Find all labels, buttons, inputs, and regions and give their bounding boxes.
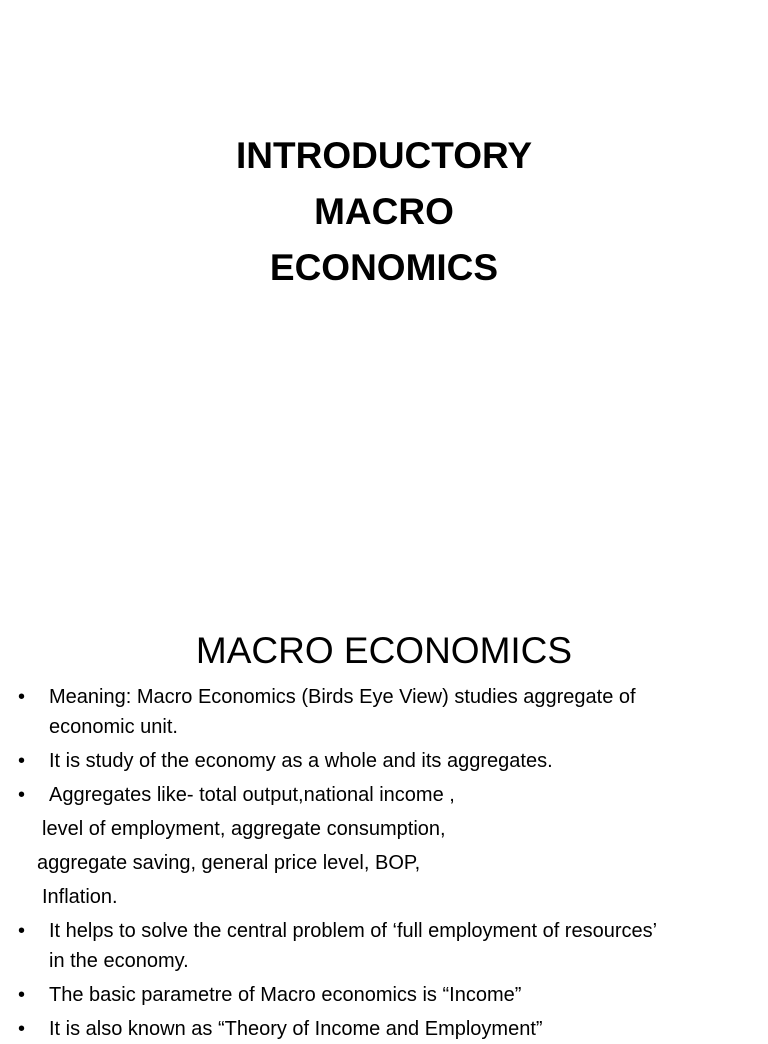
list-item bbox=[0, 780, 768, 810]
bullet-icon: • bbox=[18, 984, 26, 1006]
bullet-icon: • bbox=[18, 686, 26, 708]
bullet-line: Meaning: Macro Economics (Birds Eye View) studies aggregate of bbox=[49, 686, 636, 708]
continuation-line bbox=[0, 882, 768, 912]
bullet-line: It is also known as “Theory of Income and Employment” bbox=[49, 1018, 543, 1040]
bullet-line: in the economy. bbox=[49, 950, 189, 972]
list-item bbox=[0, 682, 768, 742]
bullet-line: It helps to solve the central problem of ‘full employment of resources’ bbox=[49, 920, 658, 942]
list-item bbox=[0, 1014, 768, 1044]
continuation-text: Inflation. bbox=[42, 886, 118, 908]
list-item bbox=[0, 980, 768, 1010]
bullet-line: Aggregates like- total output,national income , bbox=[49, 784, 455, 806]
bullet-line: It is study of the economy as a whole and its aggregates. bbox=[49, 750, 553, 772]
bullet-line: The basic parametre of Macro economics is “Income” bbox=[49, 984, 522, 1006]
bullet-list bbox=[0, 682, 768, 1044]
slide-heading: MACRO ECONOMICS bbox=[195, 630, 573, 671]
bullet-icon: • bbox=[18, 920, 26, 942]
bullet-icon: • bbox=[18, 1018, 26, 1040]
continuation-text: aggregate saving, general price level, BOP, bbox=[37, 852, 421, 874]
bullet-icon: • bbox=[18, 750, 26, 772]
title-line: ECONOMICS bbox=[269, 247, 499, 288]
bullet-icon: • bbox=[18, 784, 26, 806]
list-item bbox=[0, 916, 768, 976]
title-line: INTRODUCTORY bbox=[236, 135, 532, 176]
list-item bbox=[0, 746, 768, 776]
slide-title bbox=[0, 128, 768, 296]
continuation-line bbox=[0, 848, 768, 878]
continuation-line bbox=[0, 814, 768, 844]
continuation-text: level of employment, aggregate consumption, bbox=[42, 818, 446, 840]
bullet-line: economic unit. bbox=[49, 716, 178, 738]
title-line: MACRO bbox=[314, 191, 454, 232]
content-slide bbox=[0, 576, 768, 1040]
